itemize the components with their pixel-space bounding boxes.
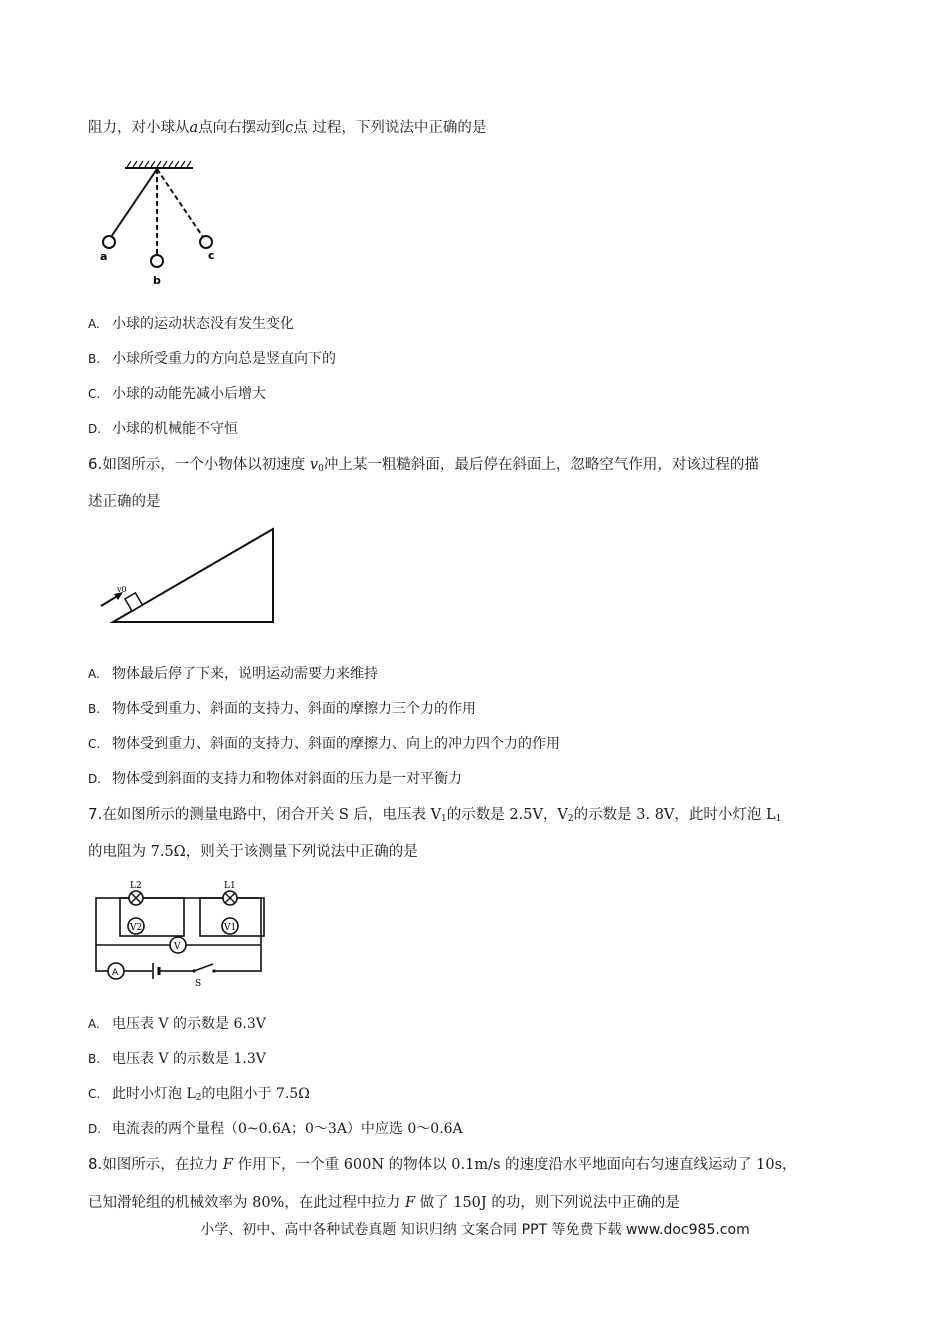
v0-label: v0 <box>117 585 127 594</box>
q6-option-c: C. 物体受到重力、斜面的支持力、斜面的摩擦力、向上的冲力四个力的作用 <box>88 736 560 752</box>
label-S: S <box>195 979 202 988</box>
label-V1: V1 <box>224 923 237 933</box>
q7-option-c: C. 此时小灯泡 $L_2$的电阻小于 7.5Ω <box>88 1086 310 1103</box>
label-c: c <box>208 249 215 262</box>
q5-intro-line: 阻力，对小球从a点向右摆动到c点 过程，下列说法中正确的是 <box>88 120 487 136</box>
q6-option-a: A. 物体最后停了下来，说明运动需要力来维持 <box>88 666 378 682</box>
ball-c <box>200 236 212 248</box>
label-L1: L1 <box>224 881 236 891</box>
label-L2: L2 <box>130 881 142 891</box>
q7-stem-line2: 的电阻为 7.5Ω，则关于该测量下列说法中正确的是 <box>88 844 418 860</box>
q7-stem-line1: 7.在如图所示的测量电路中，闭合开关 S 后，电压表 $V_1$的示数是 2.5V，$V_2$的示数是 3. 8V，此时小灯泡 $L_1$ <box>88 805 782 824</box>
q7-option-d: D. 电流表的两个量程（0~0.6A；0～3A）中应选 0～0.6A <box>88 1121 463 1137</box>
q6-stem-line2: 述正确的是 <box>88 494 161 510</box>
q5-option-c: C. 小球的动能先减小后增大 <box>88 386 266 402</box>
q5-option-a: A. 小球的运动状态没有发生变化 <box>88 316 294 332</box>
label-A: A <box>112 968 119 978</box>
q8-stem-line2: 已知滑轮组的机械效率为 80%，在此过程中拉力 F 做了 150J 的功，则下列说法中正确的是 <box>88 1195 680 1211</box>
ball-a <box>103 236 115 248</box>
q7-option-a: A. 电压表 V 的示数是 6.3V <box>88 1016 266 1032</box>
label-a: a <box>100 250 108 263</box>
pendulum-figure <box>95 160 230 290</box>
q6-option-b: B. 物体受到重力、斜面的支持力、斜面的摩擦力三个力的作用 <box>88 701 476 717</box>
label-V: V <box>174 942 181 952</box>
q6-stem-line1: 6.如图所示，一个小物体以初速度 $v_0$冲上某一粗糙斜面，最后停在斜面上，忽略空气作用，对该过程的描 <box>88 455 759 474</box>
q5-option-b: B. 小球所受重力的方向总是竖直向下的 <box>88 351 336 367</box>
label-b: b <box>153 274 161 287</box>
incline-figure <box>95 525 280 630</box>
q6-option-d: D. 物体受到斜面的支持力和物体对斜面的压力是一对平衡力 <box>88 771 462 787</box>
q7-option-b: B. 电压表 V 的示数是 1.3V <box>88 1051 266 1067</box>
circuit-figure <box>90 873 270 988</box>
q5-option-d: D. 小球的机械能不守恒 <box>88 421 238 437</box>
ball-b <box>151 255 163 267</box>
q8-stem-line1: 8.如图所示，在拉力 F 作用下，一个重 600N 的物体以 0.1m/s 的速度沿水平地面向右匀速直线运动了 10s， <box>88 1155 797 1173</box>
label-V2: V2 <box>130 923 143 933</box>
page-footer: 小学、初中、高中各种试卷真题 知识归纳 文案合同 PPT 等免费下载 www.doc985.com <box>200 1222 750 1238</box>
